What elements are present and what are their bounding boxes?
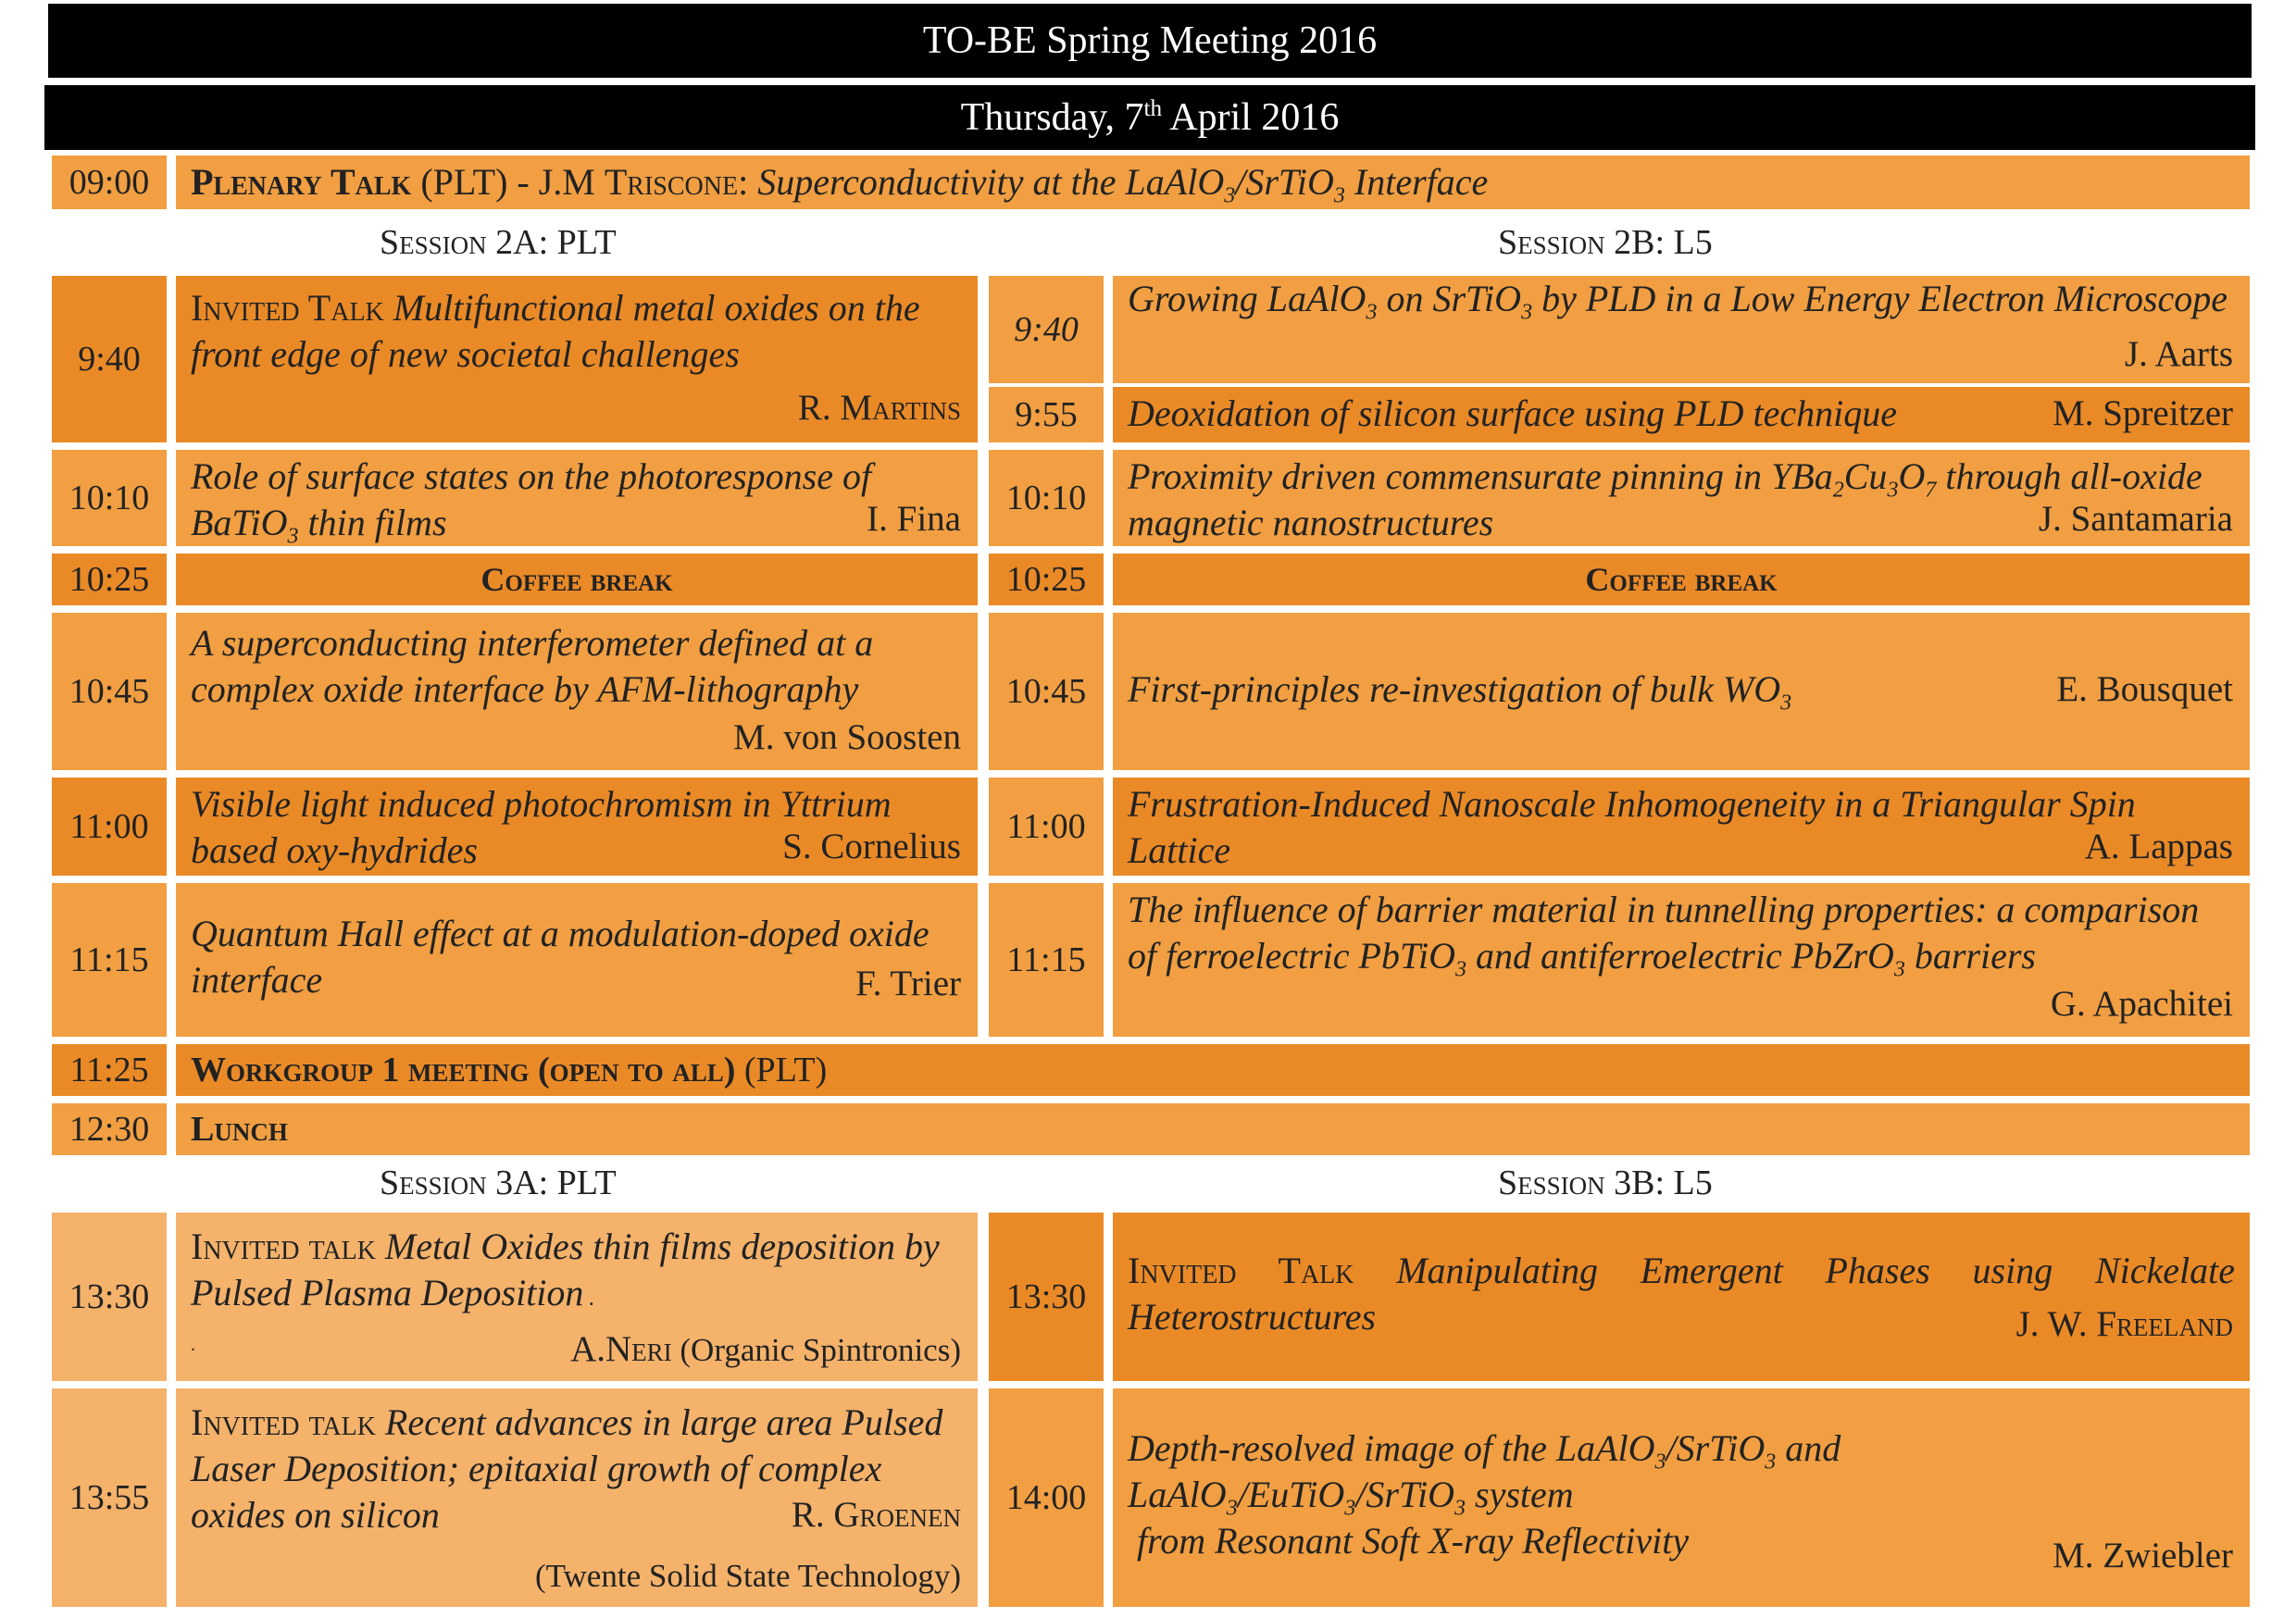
- talk-von-soosten: A superconducting interferometer defined at a complex oxide interface by AFM-lithography M. von Soosten: [176, 613, 978, 770]
- affiliation: (Twente Solid State Technology): [534, 1558, 961, 1594]
- time-1125: 11:25: [52, 1044, 167, 1096]
- invited-label: Invited talk: [191, 1401, 376, 1443]
- talk-fina: Role of surface states on the photoresponse of BaTiO$_3$ thin films I. Fina: [176, 450, 978, 546]
- talk-apachitei: The influence of barrier material in tunnelling properties: a comparison of ferroelectric PbTiO$_3$ and antiferroelectric PbZrO$_3$ barriers G. Apachitei: [1113, 883, 2250, 1037]
- time-940-right: 9:40: [989, 276, 1104, 383]
- talk-martins: Invited Talk Multifunctional metal oxides on the front edge of new societal challenges R. Martins: [176, 276, 978, 442]
- author: A.Neri (Organic Spintronics): [570, 1329, 961, 1369]
- day-heading: Thursday, 7th April 2016: [960, 95, 1340, 139]
- talk-zwiebler: Depth-resolved image of the LaAlO$_3$/SrTiO$_3$ and LaAlO$_3$/EuTiO$_3$/SrTiO$_3$ system from Resonant Soft X-ray Reflectivity M. Zwiebler: [1113, 1388, 2250, 1607]
- author: M. Spreitzer: [2053, 393, 2233, 433]
- time-1330-left: 13:30: [52, 1213, 167, 1381]
- session-2b-heading: Session 2B: L5: [1498, 223, 1713, 262]
- time-1010-right: 10:10: [989, 450, 1104, 546]
- author: F. Trier: [855, 964, 961, 1003]
- meeting-title-bar: [48, 4, 2252, 78]
- talk-spreitzer: Deoxidation of silicon surface using PLD technique M. Spreitzer: [1113, 387, 2250, 442]
- invited-label: Invited talk: [191, 1226, 376, 1267]
- talk-bousquet: First-principles re-investigation of bulk $WO_3$ E. Bousquet: [1113, 613, 2250, 770]
- time-1045-left: 10:45: [52, 613, 167, 770]
- talk-freeland: Invited Talk Manipulating Emergent Phases using Nickelate Heterostructures J. W. Freeland: [1113, 1213, 2250, 1381]
- workgroup-row: Workgroup 1 meeting (open to all) (PLT): [176, 1044, 2250, 1096]
- talk-cornelius: Visible light induced photochromism in Yttrium based oxy-hydrides S. Cornelius: [176, 778, 978, 876]
- plenary-label: Plenary Talk: [191, 161, 412, 203]
- coffee-break-right: Coffee break: [1113, 554, 2250, 605]
- plenary-row: Plenary Talk (PLT) - J.M Triscone: Superconductivity at the LaAlO$_3$/SrTiO$_3$ Interface: [176, 156, 2250, 209]
- session-3b-heading: Session 3B: L5: [1498, 1164, 1713, 1202]
- author: S. Cornelius: [782, 827, 961, 866]
- time-1355-left: 13:55: [52, 1388, 167, 1607]
- workgroup-label: Workgroup 1 meeting (open to all): [191, 1051, 736, 1089]
- time-940-left: 9:40: [52, 276, 167, 442]
- time-1010-left: 10:10: [52, 450, 167, 546]
- author: M. von Soosten: [733, 717, 961, 757]
- time-1400-right: 14:00: [989, 1388, 1104, 1607]
- session-2a-heading: Session 2A: PLT: [380, 223, 617, 262]
- meeting-title: TO-BE Spring Meeting 2016: [922, 19, 1378, 62]
- talk-neri: Invited talk Metal Oxides thin films deposition by Pulsed Plasma Deposition . . A.Neri (Organic Spintronics): [176, 1213, 978, 1381]
- time-1025-right: 10:25: [989, 554, 1104, 605]
- plenary-title: Superconductivity at the LaAlO$_3$/SrTiO$_3$ Interface: [757, 161, 1489, 208]
- author: M. Zwiebler: [2053, 1536, 2233, 1575]
- time-1100-right: 11:00: [989, 778, 1104, 876]
- day-bar: [44, 85, 2255, 150]
- talk-aarts: Growing LaAlO$_3$ on SrTiO$_3$ by PLD in a Low Energy Electron Microscope J. Aarts: [1113, 276, 2250, 383]
- coffee-break-left: Coffee break: [176, 554, 978, 605]
- author: R. Martins: [797, 388, 961, 428]
- author: A. Lappas: [2084, 827, 2233, 866]
- time-1100-left: 11:00: [52, 778, 167, 876]
- invited-label: Invited Talk: [1128, 1250, 1354, 1291]
- time-955-right: 9:55: [989, 387, 1104, 442]
- author: J. Aarts: [2125, 334, 2233, 374]
- author: J. Santamaria: [2038, 499, 2233, 539]
- talk-groenen: Invited talk Recent advances in large area Pulsed Laser Deposition; epitaxial growth of complex oxides on silicon R. Groenen (Twente Solid State Technology): [176, 1388, 978, 1607]
- plenary-time: 09:00: [52, 156, 167, 209]
- time-1115-right: 11:15: [989, 883, 1104, 1037]
- lunch-row: Lunch: [176, 1103, 2250, 1155]
- time-1045-right: 10:45: [989, 613, 1104, 770]
- session-3a-heading: Session 3A: PLT: [380, 1164, 617, 1202]
- time-1025-left: 10:25: [52, 554, 167, 605]
- author: E. Bousquet: [2056, 669, 2233, 709]
- author: J. W. Freeland: [2015, 1304, 2233, 1344]
- talk-santamaria: Proximity driven commensurate pinning in $YBa_2Cu_3O_7$ through all-oxide magnetic nanostructures J. Santamaria: [1113, 450, 2250, 546]
- talk-lappas: Frustration-Induced Nanoscale Inhomogeneity in a Triangular Spin Lattice A. Lappas: [1113, 778, 2250, 876]
- author: I. Fina: [867, 499, 961, 539]
- time-1330-right: 13:30: [989, 1213, 1104, 1381]
- invited-label: Invited Talk: [191, 287, 384, 329]
- talk-trier: Quantum Hall effect at a modulation-doped oxide interface F. Trier: [176, 883, 978, 1037]
- time-1115-left: 11:15: [52, 883, 167, 1037]
- author: G. Apachitei: [2050, 984, 2233, 1024]
- author: R. Groenen: [791, 1495, 961, 1535]
- time-1230: 12:30: [52, 1103, 167, 1155]
